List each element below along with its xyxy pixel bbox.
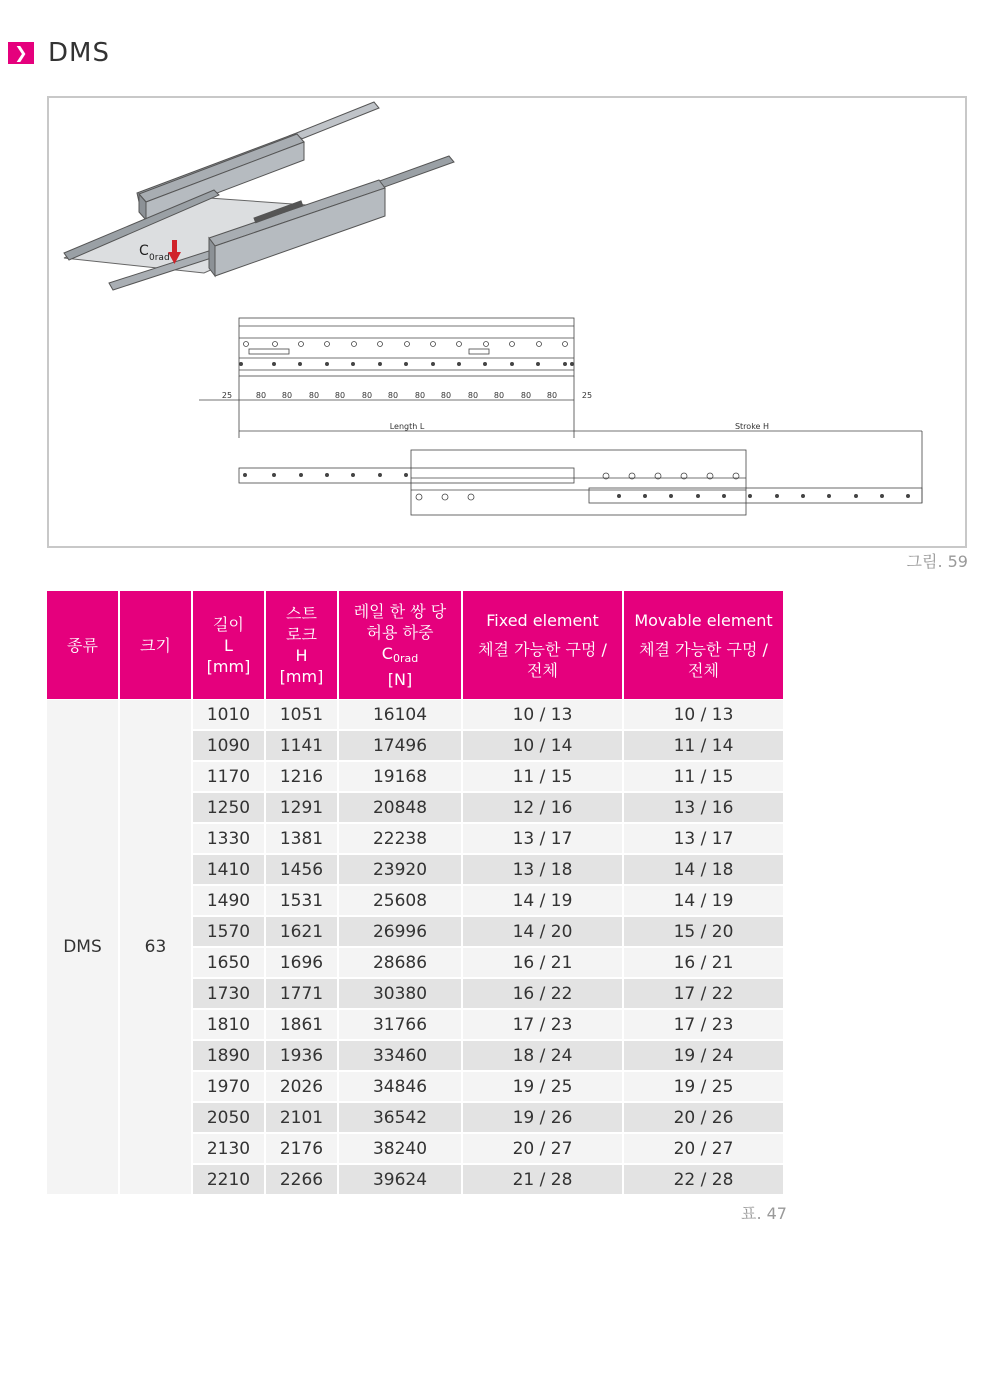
cell-stroke: 2026 (266, 1071, 337, 1102)
cell-stroke: 1531 (266, 885, 337, 916)
cell-length: 1330 (193, 823, 264, 854)
cell-load: 20848 (339, 792, 461, 823)
cell-stroke: 1381 (266, 823, 337, 854)
cell-length: 1890 (193, 1040, 264, 1071)
cell-stroke: 1696 (266, 947, 337, 978)
cell-length: 1650 (193, 947, 264, 978)
cell-fixed-holes: 20 / 27 (463, 1133, 622, 1164)
header-movable-element: Movable element 체결 가능한 구멍 / 전체 (624, 591, 783, 699)
header-fixed-element: Fixed element 체결 가능한 구멍 / 전체 (463, 591, 622, 699)
svg-text:Length L: Length L (389, 422, 425, 431)
force-arrow-icon (172, 240, 177, 252)
cell-stroke: 1141 (266, 730, 337, 761)
cell-size: 63 (120, 699, 191, 1195)
cell-fixed-holes: 19 / 26 (463, 1102, 622, 1133)
cell-stroke: 1936 (266, 1040, 337, 1071)
cell-load: 39624 (339, 1164, 461, 1195)
cell-load: 25608 (339, 885, 461, 916)
cell-length: 1410 (193, 854, 264, 885)
cell-stroke: 1771 (266, 978, 337, 1009)
cell-length: 1010 (193, 699, 264, 730)
cell-movable-holes: 13 / 16 (624, 792, 783, 823)
cell-stroke: 1216 (266, 761, 337, 792)
product-figure (47, 96, 967, 548)
cell-stroke: 1456 (266, 854, 337, 885)
cell-stroke: 2101 (266, 1102, 337, 1133)
cell-stroke: 2266 (266, 1164, 337, 1195)
svg-text:25: 25 (221, 391, 233, 400)
svg-text:25: 25 (581, 391, 593, 400)
cell-load: 34846 (339, 1071, 461, 1102)
cell-stroke: 1051 (266, 699, 337, 730)
cell-load: 33460 (339, 1040, 461, 1071)
cell-length: 1490 (193, 885, 264, 916)
cell-length: 1570 (193, 916, 264, 947)
header-load: 레일 한 쌍 당 허용 하중 $C_{0rad}$ [N] (339, 591, 461, 699)
cell-movable-holes: 14 / 18 (624, 854, 783, 885)
cell-movable-holes: 11 / 15 (624, 761, 783, 792)
cell-length: 2050 (193, 1102, 264, 1133)
cell-fixed-holes: 12 / 16 (463, 792, 622, 823)
cell-movable-holes: 20 / 27 (624, 1133, 783, 1164)
cell-fixed-holes: 14 / 19 (463, 885, 622, 916)
cell-fixed-holes: 14 / 20 (463, 916, 622, 947)
cell-movable-holes: 11 / 14 (624, 730, 783, 761)
cell-fixed-holes: 11 / 15 (463, 761, 622, 792)
spec-table (45, 591, 785, 1195)
cell-length: 1090 (193, 730, 264, 761)
cell-movable-holes: 17 / 22 (624, 978, 783, 1009)
cell-load: 22238 (339, 823, 461, 854)
cell-movable-holes: 17 / 23 (624, 1009, 783, 1040)
cell-movable-holes: 14 / 19 (624, 885, 783, 916)
cell-length: 1810 (193, 1009, 264, 1040)
cell-stroke: 2176 (266, 1133, 337, 1164)
cell-stroke: 1621 (266, 916, 337, 947)
svg-text:80: 80 (387, 391, 399, 400)
svg-text:80: 80 (467, 391, 479, 400)
table-row (47, 699, 783, 730)
cell-movable-holes: 19 / 24 (624, 1040, 783, 1071)
svg-text:80: 80 (255, 391, 267, 400)
cell-length: 2210 (193, 1164, 264, 1195)
table-caption: 표. 47 (741, 1204, 787, 1223)
cell-load: 26996 (339, 916, 461, 947)
cell-fixed-holes: 18 / 24 (463, 1040, 622, 1071)
header-type: 종류 (47, 591, 118, 699)
cell-load: 28686 (339, 947, 461, 978)
section-header (8, 36, 110, 70)
cell-movable-holes: 15 / 20 (624, 916, 783, 947)
cell-stroke: 1861 (266, 1009, 337, 1040)
cell-load: 23920 (339, 854, 461, 885)
cell-movable-holes: 20 / 26 (624, 1102, 783, 1133)
cell-fixed-holes: 16 / 21 (463, 947, 622, 978)
svg-text:80: 80 (546, 391, 558, 400)
header-length: 길이 L [mm] (193, 591, 264, 699)
header-size: 크기 (120, 591, 191, 699)
cell-load: 19168 (339, 761, 461, 792)
svg-text:80: 80 (520, 391, 532, 400)
svg-text:0rad: 0rad (149, 253, 170, 263)
isometric-rail-assembly (64, 102, 454, 290)
svg-text:80: 80 (493, 391, 505, 400)
svg-text:80: 80 (281, 391, 293, 400)
cell-fixed-holes: 21 / 28 (463, 1164, 622, 1195)
cell-load: 38240 (339, 1133, 461, 1164)
cell-length: 2130 (193, 1133, 264, 1164)
cell-fixed-holes: 10 / 14 (463, 730, 622, 761)
cell-fixed-holes: 13 / 18 (463, 854, 622, 885)
svg-text:80: 80 (308, 391, 320, 400)
rail-illustration (49, 98, 965, 546)
section-title: DMS (48, 38, 110, 68)
chevron-right-icon: ❯ (8, 42, 34, 64)
tech-drawing (199, 318, 922, 515)
cell-movable-holes: 16 / 21 (624, 947, 783, 978)
cell-length: 1730 (193, 978, 264, 1009)
cell-movable-holes: 10 / 13 (624, 699, 783, 730)
cell-fixed-holes: 10 / 13 (463, 699, 622, 730)
svg-text:C: C (139, 243, 149, 259)
cell-load: 30380 (339, 978, 461, 1009)
dimension-labels (222, 391, 769, 431)
cell-length: 1250 (193, 792, 264, 823)
svg-text:Stroke H: Stroke H (734, 422, 770, 431)
figure-caption: 그림. 59 (906, 552, 968, 571)
cell-load: 31766 (339, 1009, 461, 1040)
cell-movable-holes: 13 / 17 (624, 823, 783, 854)
cell-length: 1970 (193, 1071, 264, 1102)
svg-text:80: 80 (334, 391, 346, 400)
cell-stroke: 1291 (266, 792, 337, 823)
svg-text:80: 80 (361, 391, 373, 400)
cell-load: 36542 (339, 1102, 461, 1133)
cell-fixed-holes: 19 / 25 (463, 1071, 622, 1102)
cell-fixed-holes: 13 / 17 (463, 823, 622, 854)
cell-type: DMS (47, 699, 118, 1195)
svg-text:80: 80 (414, 391, 426, 400)
cell-load: 16104 (339, 699, 461, 730)
cell-length: 1170 (193, 761, 264, 792)
table-header-row (47, 591, 783, 699)
cell-fixed-holes: 17 / 23 (463, 1009, 622, 1040)
cell-fixed-holes: 16 / 22 (463, 978, 622, 1009)
cell-movable-holes: 22 / 28 (624, 1164, 783, 1195)
svg-text:80: 80 (440, 391, 452, 400)
cell-movable-holes: 19 / 25 (624, 1071, 783, 1102)
header-stroke: 스트 로크 H [mm] (266, 591, 337, 699)
cell-load: 17496 (339, 730, 461, 761)
